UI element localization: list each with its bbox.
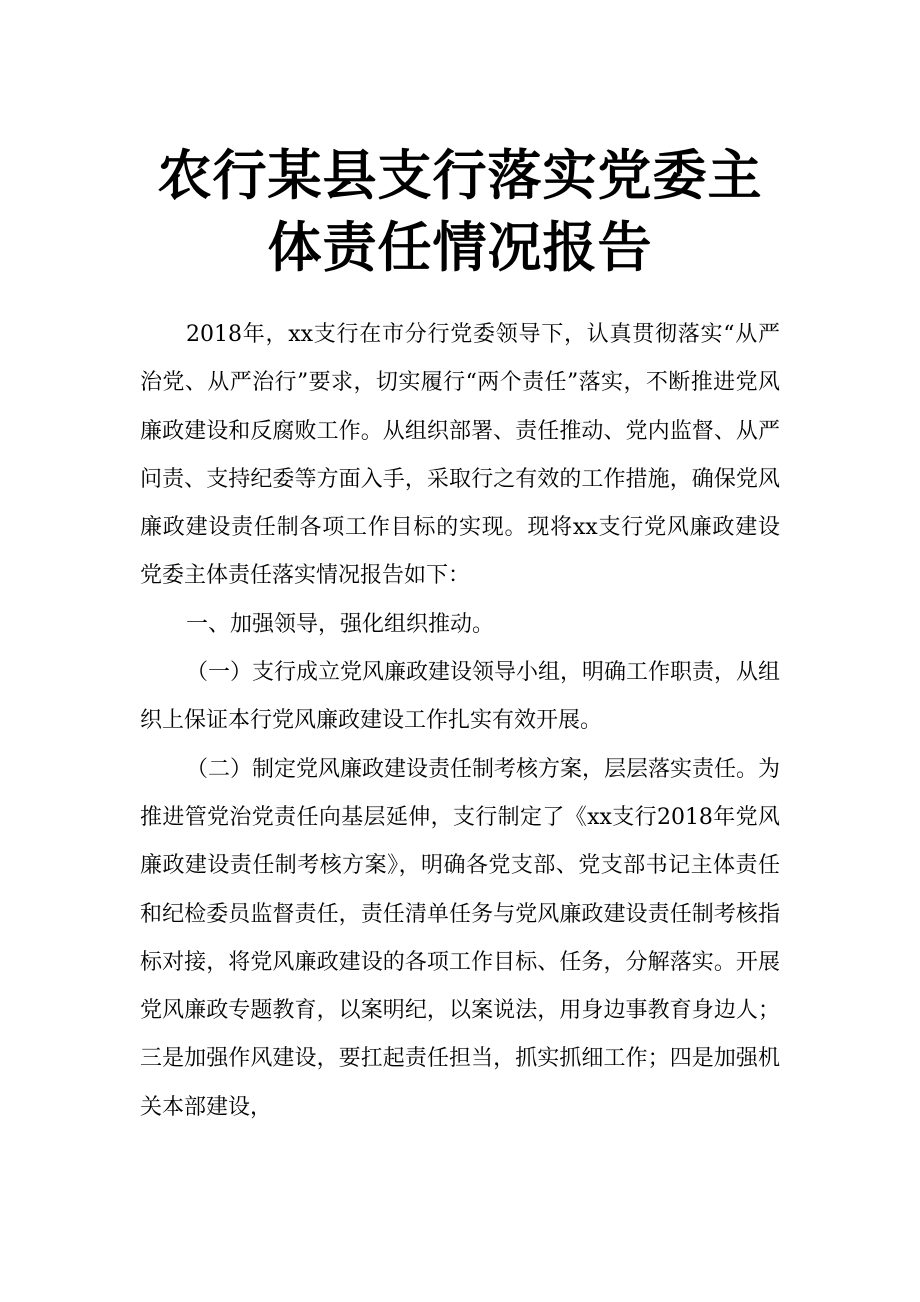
title-line-1: 农行某县支行落实党委主 xyxy=(157,144,763,207)
paragraph-intro: 2018年，xx支行在市分行党委领导下，认真贯彻落实“从严治党、从严治行”要求，切实履行“两个责任”落实，不断推进党风廉政建设和反腐败工作。从组织部署、责任推动、党内监督、从严问责、支持纪委等方面入手，采取行之有效的工作措施，确保党风廉政建设责任制各项工作目标的实现。现将xx支行党风廉政建设党委主体责任落实情况报告如下： xyxy=(140,322,780,589)
document-title xyxy=(140,140,780,284)
section-heading-1: 一、加强领导，强化组织推动。 xyxy=(186,611,495,637)
document-body xyxy=(140,311,780,1132)
title-line-2: 体责任情况报告 xyxy=(267,216,653,279)
subsection-1: （一）支行成立党风廉政建设领导小组，明确工作职责，从组织上保证本行党风廉政建设工作扎实有效开展。 xyxy=(140,660,781,734)
subsection-2: （二）制定党风廉政建设责任制考核方案，层层落实责任。为推进管党治党责任向基层延伸，支行制定了《xx支行2018年党风廉政建设责任制考核方案》，明确各党支部、党支部书记主体责任和纪检委员监督责任，责任清单任务与党风廉政建设责任制考核指标对接，将党风廉政建设的各项工作目标、任务，分解落实。开展党风廉政专题教育，以案明纪，以案说法，用身边事教育身边人；三是加强作风建设，要扛起责任担当，抓实抓细工作；四是加强机关本部建设， xyxy=(140,756,781,1120)
